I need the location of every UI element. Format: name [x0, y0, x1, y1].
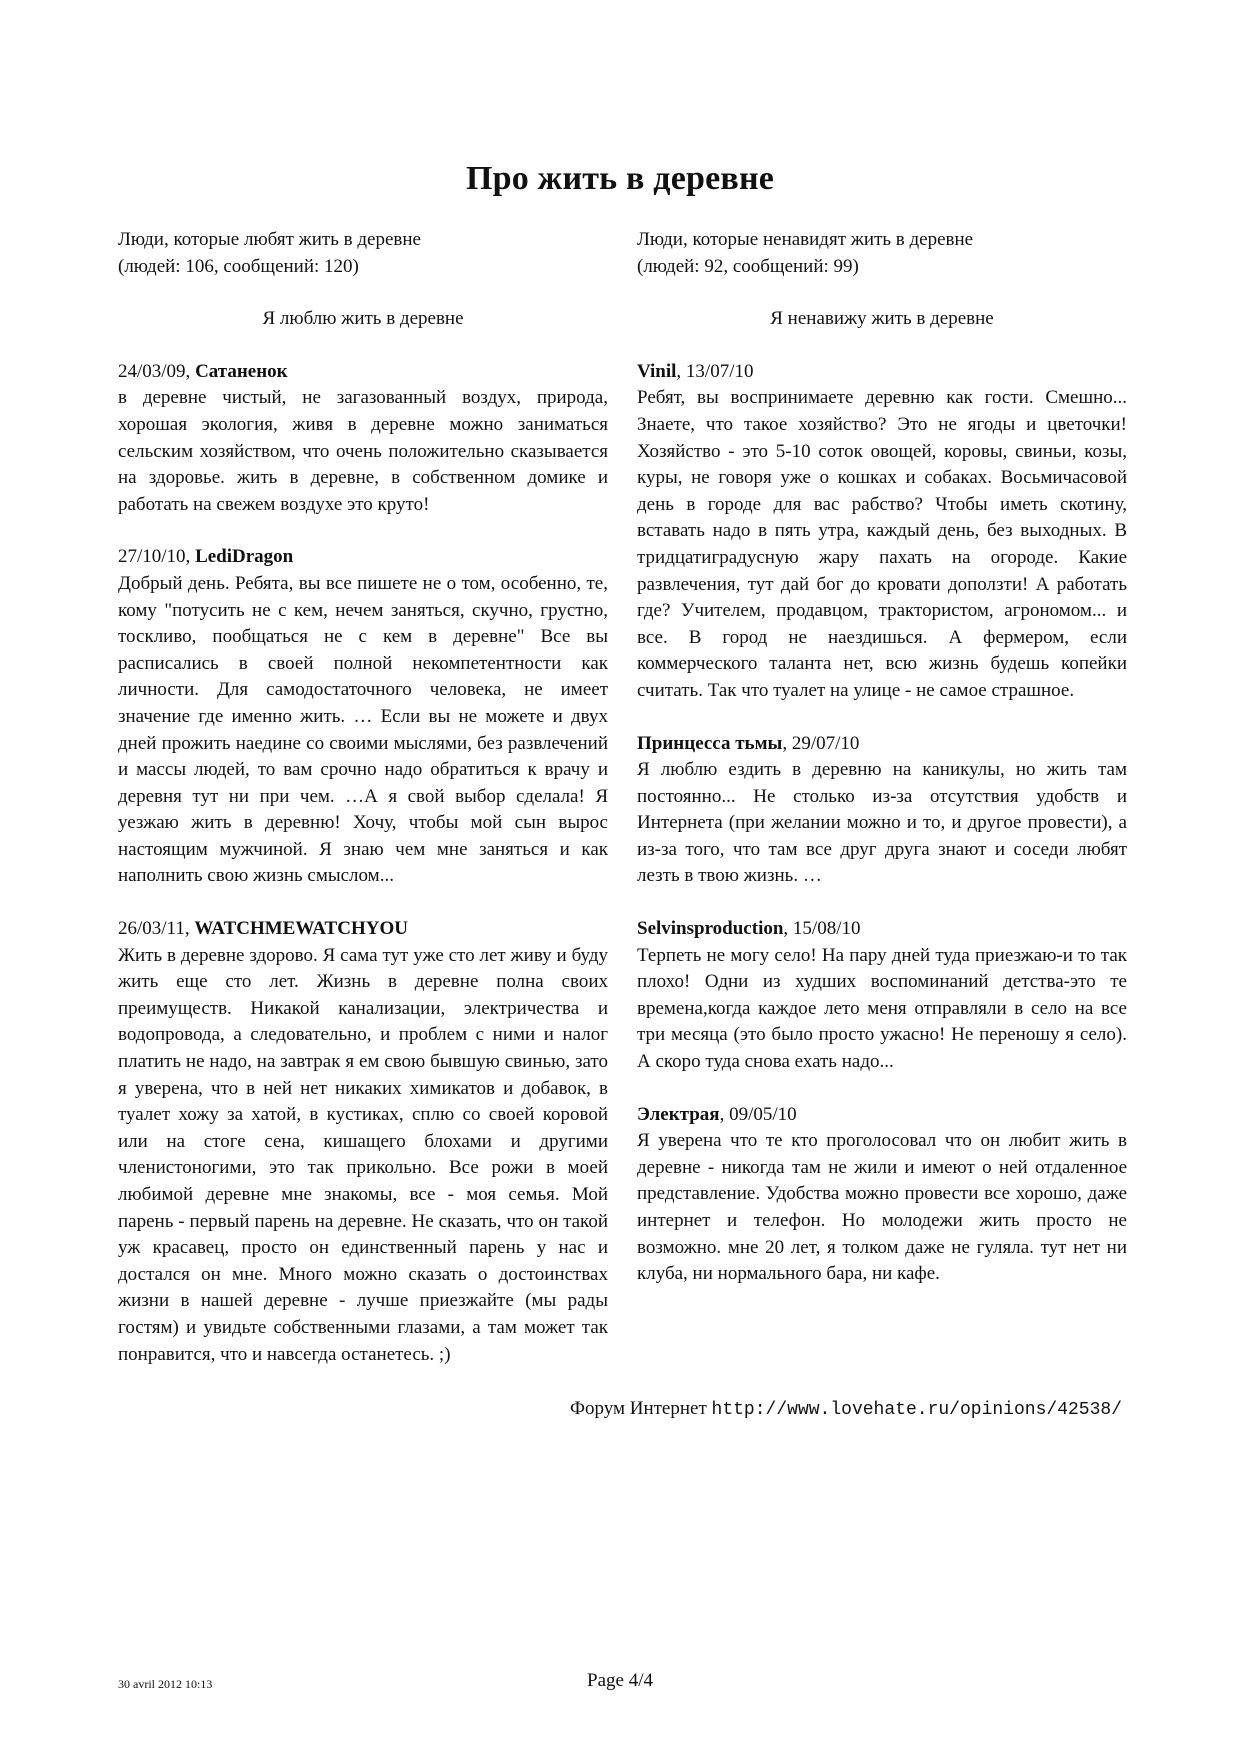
post-text: Ребят, вы воспринимаете деревню как гости. Смешно... Знаете, что такое хозяйство? Это не ягоды и цветочки! Хозяйство - это 5-10 соток овощей, коровы, свиньи, козы, куры, не говоря уже о кошках и собаках. Восьмичасовой день в городе для вас рабство? Чтобы иметь скотину, вставать надо в пять утра, каждый день, без выходных. В тридцатиградусную жару пахать на огороде. Какие развлечения, тут дай бог до кровати доползти! А работать где? Учителем, продавцом, трактористом, агрономом... и все. В город не наездишься. А фермером, если коммерческого таланта нет, всю жизнь будешь копейки считать. Так что туалет на улице - не самое страшное.: [637, 387, 1127, 701]
right-column: [637, 227, 1127, 1314]
post-author: Сатаненок: [195, 360, 288, 382]
post-date: , 09/05/10: [719, 1103, 797, 1125]
post: [637, 359, 1127, 705]
post-date: , 29/07/10: [782, 732, 860, 754]
left-column-header: [118, 227, 608, 280]
right-column-header: [637, 227, 1127, 280]
page-number: Page 4/4: [587, 1670, 653, 1691]
left-column: [118, 227, 608, 1394]
source-line: [570, 1398, 1122, 1420]
post: [637, 916, 1127, 1076]
post-author: Selvinsproduction: [637, 918, 784, 940]
post-meta: [118, 916, 608, 943]
post-date: , 15/08/10: [783, 918, 861, 940]
post-text: в деревне чистый, не загазованный воздух, природа, хорошая экология, живя в деревне можно заниматься сельским хозяйством, что очень положительно сказывается на здоровье. жить в деревне, в собственном домике и работать на свежем воздухе это круто!: [118, 387, 608, 515]
post-text: Жить в деревне здорово. Я сама тут уже сто лет живу и буду жить еще сто лет. Жизнь в деревне полна своих преимуществ. Никакой канализации, электричества и водопровода, а следовательно, и проблем с ними и налог платить не надо, на завтрак я ем свою бывшую свинью, зато я уверена, что в ней нет никаких химикатов и добавок, в туалет хожу за хатой, в кустиках, сплю со своей коровой или на стоге сена, кишащего блохами и другими членистоногими, это так прикольно. Все рожи в моей любимой деревне мне знакомы, все - моя семья. Мой парень - первый парень на деревне. Не сказать, что он такой уж красавец, просто он единственный парень у нас и достался он мне. Много можно сказать о достоинствах жизни в нашей деревне - лучше приезжайте (мы рады гостям) и увидьте собственными глазами, а там может так понравится, что и навсегда останетесь. ;): [118, 944, 608, 1365]
post: [637, 731, 1127, 891]
post-meta: [118, 359, 608, 386]
post-meta: [118, 544, 608, 571]
post-author: WATCHMEWATCHYOU: [194, 918, 408, 940]
post-date: 24/03/09,: [118, 360, 196, 382]
post: [118, 359, 608, 519]
source-label: Форум Интернет: [569, 1398, 712, 1419]
right-subheading: Я ненавижу жить в деревне: [770, 308, 994, 330]
footer-date: 30 avril 2012 10:13: [118, 1677, 213, 1691]
post-meta: [637, 359, 1127, 386]
post-text: Я уверена что те кто проголосовал что он любит жить в деревне - никогда там не жили и имеют о ней отдаленное представление. Удобства можно провести все хорошо, даже интернет и телефон. Но молодежи жить просто не возможно. мне 20 лет, я толком даже не гуляла. тут нет ни клуба, ни нормального бара, ни кафе.: [637, 1130, 1127, 1285]
post: [118, 916, 608, 1368]
post-date: 26/03/11,: [118, 918, 195, 940]
post: [118, 544, 608, 890]
post-meta: [637, 1102, 1127, 1129]
post-meta: [637, 916, 1127, 943]
right-header-title: Люди, которые ненавидят жить в деревне: [637, 229, 974, 250]
left-subheading: Я люблю жить в деревне: [262, 308, 464, 330]
post-author: Vinil: [637, 360, 677, 382]
left-header-stats: (людей: 106, сообщений: 120): [118, 255, 359, 277]
post-author: LediDragon: [195, 546, 294, 568]
source-url-link[interactable]: http://www.lovehate.ru/opinions/42538/: [711, 1400, 1122, 1420]
post-author: Электрая: [637, 1103, 720, 1125]
post-meta: [637, 731, 1127, 758]
page-title: Про жить в деревне: [465, 160, 775, 197]
post: [637, 1102, 1127, 1288]
post-text: Терпеть не могу село! На пару дней туда приезжаю-и то так плохо! Одни из худших воспоминаний детства-это те времена,когда каждое лето меня отправляли в село на все три месяца (это было просто ужасно! Не переношу я село). А скоро туда снова ехать надо...: [637, 944, 1127, 1073]
right-header-stats: (людей: 92, сообщений: 99): [637, 255, 859, 277]
left-header-title: Люди, которые любят жить в деревне: [118, 229, 421, 250]
post-author: Принцесса тьмы: [637, 732, 783, 754]
post-date: , 13/07/10: [676, 360, 754, 382]
post-text: Я люблю ездить в деревню на каникулы, но жить там постоянно... Не столько из-за отсутствия удобств и Интернета (при желании можно и то, и другое провести), а из-за того, что там все друг друга знают и соседи любят лезть в твою жизнь. …: [637, 759, 1127, 887]
post-date: 27/10/10,: [118, 546, 196, 568]
post-text: Добрый день. Ребята, вы все пишете не о том, особенно, те, кому "потусить не с кем, нечем заняться, скучно, грустно, тоскливо, пообщаться не с кем в деревне" Все вы расписались в своей полной некомпетентности как личности. Для самодостаточного человека, не имеет значение где именно жить. … Если вы не можете и двух дней прожить наедине со своими мыслями, без развлечений и массы людей, то вам срочно надо обратиться к врачу и деревня тут ни при чем. …А я свой выбор сделала! Я уезжаю жить в деревню! Хочу, чтобы мой сын вырос настоящим мужчиной. Я знаю чем мне заняться и как наполнить свою жизнь смыслом...: [118, 572, 608, 887]
